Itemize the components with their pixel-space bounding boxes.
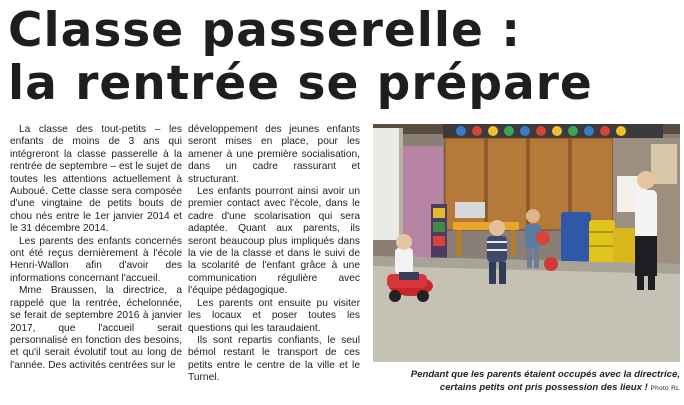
article-column-1 xyxy=(10,124,182,372)
paragraph: Les enfants pourront ainsi avoir un premier contact avec l'école, dans le cadre d'une scolarisation qui sera adaptée. Quant aux parents, ils seront beaucoup plus impliqués dans la vie de la classe et dans le suivi de la scolarité de l'enfant grâce à une communication régulière avec l'équipe pédagogique. xyxy=(188,186,360,297)
paragraph: La classe des tout-petits – les enfants de moins de 3 ans qui intégreront la classe passerelle à la rentrée de septembre – est le sujet de toutes les attentions actuellement à Auboué. Cette classe sera composée d'une vingtaine de petits bouts de chou nés entre le 1er janvier 2014 et le 31 décembre 2014. xyxy=(10,124,182,235)
paragraph: Les parents des enfants concernés ont été reçus dernièrement à l'école Henri-Wallon afin d'avoir des informations concernant l'accueil. xyxy=(10,235,182,284)
photo-credit: Photo RL xyxy=(650,384,680,392)
caption-text: Pendant que les parents étaient occupés avec la directrice, certains petits ont pris possession des lieux ! xyxy=(410,369,680,393)
headline-line-1: Classe passerelle : xyxy=(8,3,522,58)
classroom-photo xyxy=(373,124,680,362)
article-headline xyxy=(8,4,678,110)
photo-caption xyxy=(376,369,680,395)
classroom-photo-illustration xyxy=(373,124,680,362)
headline-line-2: la rentrée se prépare xyxy=(8,56,593,111)
article-column-2 xyxy=(188,124,360,385)
paragraph: développement des jeunes enfants seront mises en place, pour les amener à une première socialisation, dans un cadre rassurant et structurant. xyxy=(188,124,360,185)
paragraph: Mme Braussen, la directrice, a rappelé que la rentrée, échelonnée, se ferait de septembre 2016 à janvier 2017, que l'accueil serait personnalisé en fonction des besoins, et qu'il serait évolutif tout au long de l'année. Des activités centrées sur le xyxy=(10,285,182,371)
paragraph: Les parents ont ensuite pu visiter les locaux et poser toutes les questions qui les taraudaient. xyxy=(188,297,360,334)
paragraph: Ils sont repartis confiants, le seul bémol restant le transport de ces petits entre le centre de la ville et le Turnel. xyxy=(188,334,360,384)
